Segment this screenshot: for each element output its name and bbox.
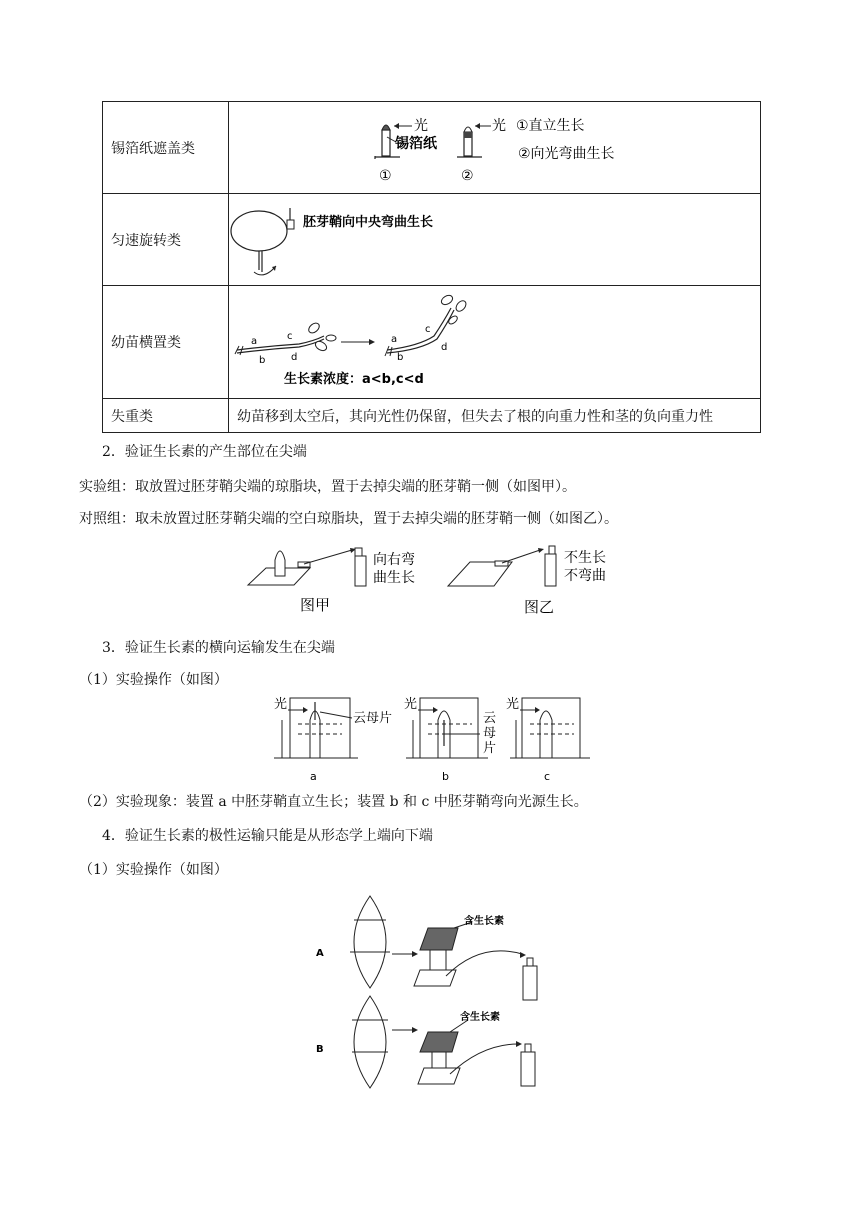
section-4-heading: 4．验证生长素的极性运输只能是从形态学上端向下端 [102, 828, 433, 844]
section-2-heading: 2．验证生长素的产生部位在尖端 [102, 444, 307, 460]
seedling-2-label: ② [461, 168, 474, 184]
rotation-diagram [229, 194, 760, 285]
table-row [103, 399, 761, 433]
point-c: c [287, 331, 293, 342]
table-cell-text: 幼苗移到太空后，其向光性仍保留，但失去了根的向重力性和茎的负向重力性 [229, 399, 761, 433]
figure-jia-yi [240, 540, 620, 620]
table-cell-figure [229, 102, 761, 194]
mica-experiment-figure [270, 690, 600, 785]
coleoptile-tip [275, 551, 285, 576]
table-cell-figure [229, 194, 761, 286]
mica-label: 云母片 [353, 711, 393, 726]
device-c-label: c [544, 770, 551, 783]
mica-label: 母 [483, 726, 497, 741]
device-b-label: b [442, 770, 449, 783]
control-group-text: 对照组：取未放置过胚芽鞘尖端的空白琼脂块，置于去掉尖端的胚芽鞘一侧（如图乙）。 [79, 511, 618, 527]
mica-label: 云 [483, 711, 497, 726]
table-cell-category: 幼苗横置类 [103, 286, 229, 399]
light-label: 光 [492, 118, 506, 134]
seedling-1 [382, 130, 390, 156]
row-b-label: B [316, 1044, 324, 1055]
row-a-label: A [316, 948, 324, 959]
result-text: 曲生长 [373, 570, 415, 586]
stem-segment-a [354, 896, 386, 988]
result-1: ①直立生长 [516, 118, 585, 134]
point-b: b [397, 352, 404, 363]
table-cell-figure [229, 286, 761, 399]
table-cell-category: 失重类 [103, 399, 229, 433]
category-table [102, 101, 761, 433]
section-3-op: （1）实验操作（如图） [79, 672, 228, 688]
auxin-agar-block [420, 1032, 458, 1052]
experiment-group-text: 实验组：取放置过胚芽鞘尖端的琼脂块，置于去掉尖端的胚芽鞘一侧（如图甲）。 [79, 479, 576, 495]
polar-transport-figure [310, 892, 550, 1102]
result-text: 不生长 [564, 550, 606, 566]
figure-caption: 图甲 [300, 596, 331, 614]
section-3-heading: 3．验证生长素的横向运输发生在尖端 [102, 640, 335, 656]
light-label: 光 [506, 697, 520, 712]
foil-cover-diagram [229, 102, 760, 193]
light-label: 光 [274, 697, 288, 712]
table-cell-category: 锡箔纸遮盖类 [103, 102, 229, 194]
point-a: a [391, 334, 398, 345]
seedling-1-label: ① [379, 168, 392, 184]
point-b: b [259, 355, 266, 366]
table-row [103, 286, 761, 399]
device-a-label: a [310, 770, 317, 783]
point-d: d [291, 352, 298, 363]
light-label: 光 [404, 697, 418, 712]
result-text: 向右弯 [373, 552, 415, 568]
light-label: 光 [414, 118, 428, 134]
horizontal-seedling-diagram [229, 286, 760, 398]
auxin-agar-block [420, 928, 458, 950]
turntable [231, 211, 287, 251]
section-3-observation: （2）实验现象：装置 a 中胚芽鞘直立生长；装置 b 和 c 中胚芽鞘弯向光源生长。 [79, 794, 588, 810]
result-text: 不弯曲 [564, 568, 606, 584]
table-row [103, 194, 761, 286]
stem-segment-b [354, 996, 386, 1088]
foil-cap-icon [382, 125, 390, 130]
auxin-label: 含生长素 [464, 916, 504, 927]
point-d: d [441, 342, 448, 353]
section-4-op: （1）实验操作（如图） [79, 862, 228, 878]
auxin-label: 含生长素 [460, 1012, 500, 1023]
rotation-result: 胚芽鞘向中央弯曲生长 [303, 215, 434, 230]
figure-caption: 图乙 [524, 598, 555, 616]
mica-label: 片 [483, 741, 497, 756]
point-a: a [251, 336, 258, 347]
table-row [103, 102, 761, 194]
table-cell-category: 匀速旋转类 [103, 194, 229, 286]
auxin-concentration: 生长素浓度：a<b,c<d [284, 372, 424, 387]
point-c: c [425, 324, 431, 335]
foil-label: 锡箔纸 [395, 136, 437, 152]
result-2: ②向光弯曲生长 [518, 146, 615, 162]
